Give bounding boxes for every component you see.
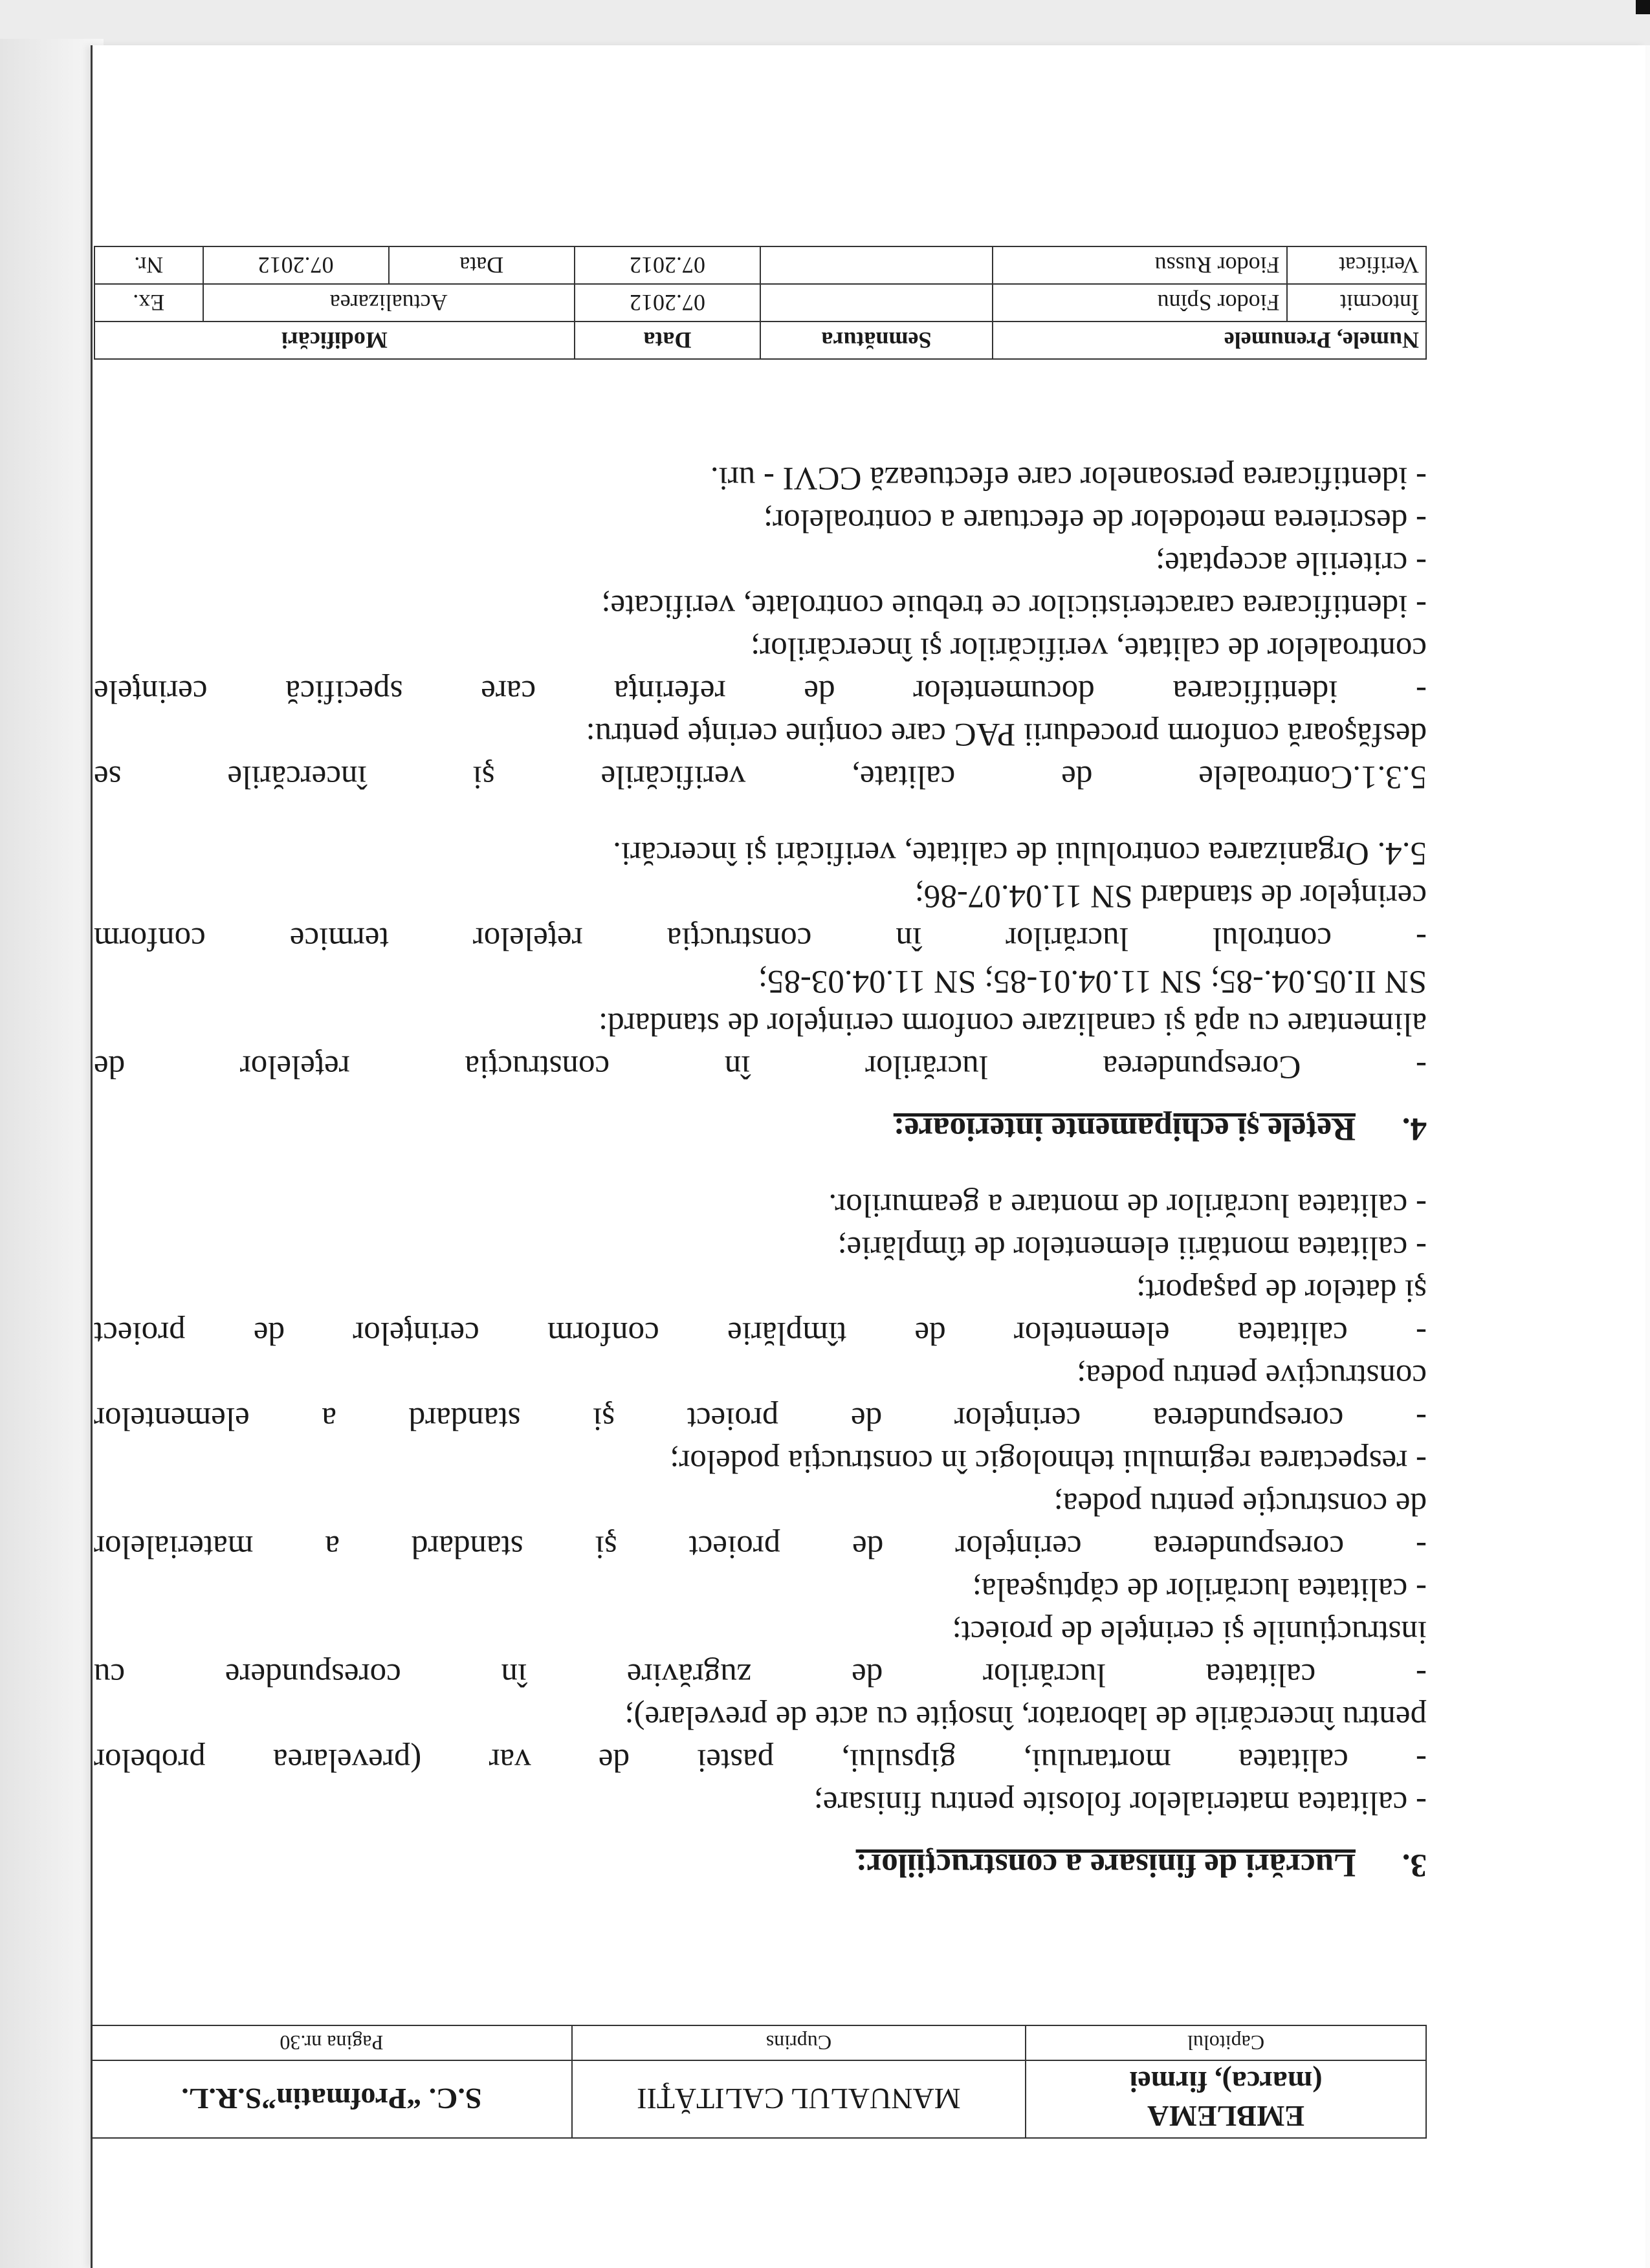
text-line: - descrierea metodelor de efectuare a controalelor; <box>763 503 1427 539</box>
text-line: - calitatea lucrărilor de montare a geamurilor. <box>828 1187 1427 1223</box>
scanner-top-strip <box>0 0 1650 45</box>
text-line: 5.3.1.Controalele de calitate, verificările şi încercările se <box>94 759 1427 795</box>
text-line: instrucţiunile şi cerinţele de proiect; <box>952 1614 1427 1650</box>
text-line: desfăşoară conform procedurii PAC care conţine cerinţe pentru: <box>586 716 1427 752</box>
text-line: alimentare cu apă şi canalizare conform cerinţelor de standard: <box>598 1006 1427 1042</box>
emblem-label: EMBLEMA <box>1147 2100 1304 2133</box>
corner-mark <box>1636 0 1650 14</box>
section-title: Lucrări de finisare a construcţiilor: <box>855 1847 1356 1883</box>
text-line: - identificarea documentelor de referinţa care specifică cerinţele <box>94 673 1427 710</box>
text-line: pentru încercările de laborator, însoţite cu acte de prevelare); <box>624 1699 1427 1736</box>
section-3-heading <box>94 1844 1427 1886</box>
person-name: Fiodor Spînu <box>993 284 1287 322</box>
name-header: Numele, Prenumele <box>993 322 1426 359</box>
text-line: - calitatea lucrărilor de zugrăvire în corespundere cu <box>94 1657 1427 1693</box>
document-page <box>91 45 1644 2268</box>
scanner-left-shadow <box>0 39 104 2268</box>
date-header: Data <box>575 322 760 359</box>
text-line: - calitatea mortarului, gipsului, pastei de var (prevelarea probelor <box>94 1742 1427 1778</box>
text-line: - Corespunderea lucrărilor în construcţia reţelelor de <box>94 1049 1427 1085</box>
text-line: - corespunderea cerinţelor de proiect şi standard a materialelor <box>94 1529 1427 1565</box>
text-line: - identificarea caracteristicilor ce trebuie controlate, verificate; <box>601 588 1427 624</box>
text-line: - criteriile acceptate; <box>1155 545 1427 582</box>
text-line: - calitatea lucrărilor de căptuşeala; <box>972 1571 1427 1608</box>
section-number: 3. <box>1402 1847 1427 1883</box>
signature-header: Semnătura <box>760 322 993 359</box>
modifications-header: Modificări <box>94 322 575 359</box>
modification-label: Actualizarea <box>203 284 575 322</box>
section-4-heading <box>94 1107 1427 1150</box>
date-cell: 07.2012 <box>575 284 760 322</box>
modification-date-label: Data <box>389 246 575 284</box>
contents-label: Cuprins <box>572 2025 1026 2060</box>
text-line: - corespunderea cerinţelor de proiect şi standard a elementelor <box>94 1401 1427 1437</box>
number-label: Nr. <box>94 246 203 284</box>
text-line: - calitatea montării elementelor de tîmplărie; <box>837 1230 1427 1266</box>
text-line: - respectarea regimului tehnologic în construcţia podelor; <box>670 1443 1427 1479</box>
modification-date: 07.2012 <box>203 246 389 284</box>
signature-cell <box>760 246 993 284</box>
revision-table <box>94 246 1427 360</box>
text-line: - identificarea persoanelor care efectuează CCVI - uri. <box>710 460 1427 496</box>
page-number: Pagina nr.30 <box>91 2025 572 2060</box>
text-line: - controlul lucrărilor în construcţia reţelelor termice conform <box>94 921 1427 957</box>
text-line: construcţive pentru podea; <box>1077 1358 1427 1394</box>
chapter-label: Capitolul <box>1026 2025 1426 2060</box>
text-line: controalelor de calitate, verificărilor şi încercărilor; <box>751 631 1427 667</box>
text-line: - calitatea elementelor de tîmplărie conform cerinţelor de proiect <box>94 1315 1427 1351</box>
emblem-cell <box>1026 2060 1426 2138</box>
person-name: Fiodor Russu <box>993 246 1287 284</box>
manual-title: MANUALUL CALITĂŢII <box>572 2060 1026 2138</box>
text-line: de construcţie pentru podea; <box>1053 1486 1427 1522</box>
text-line: SN II.05.04.-85; SN 11.04.01-85; SN 11.04.03-85; <box>758 963 1427 999</box>
role-cell: Verificat <box>1287 246 1426 284</box>
company-name: S.C. “Profmatin”S.R.L. <box>91 2060 572 2138</box>
role-cell: Întocmit <box>1287 284 1426 322</box>
emblem-sublabel: (marca), firmei <box>1129 2066 1323 2099</box>
section-title: Reţele şi echipamente interioare: <box>893 1111 1356 1147</box>
copy-label: Ex. <box>94 284 203 322</box>
text-line: - calitatea materialelor folosite pentru finisare; <box>813 1785 1427 1821</box>
text-line: şi datelor de paşaport; <box>1136 1272 1427 1309</box>
text-line: 5.4. Organizarea controlului de calitate, verificări şi încercări. <box>613 835 1427 871</box>
text-line: cerinţelor de standard SN 11.04.07-86; <box>914 878 1427 914</box>
section-number: 4. <box>1402 1111 1427 1147</box>
document-body <box>94 457 1427 1886</box>
signature-cell <box>760 284 993 322</box>
date-cell: 07.2012 <box>575 246 760 284</box>
header-table <box>91 2025 1427 2139</box>
